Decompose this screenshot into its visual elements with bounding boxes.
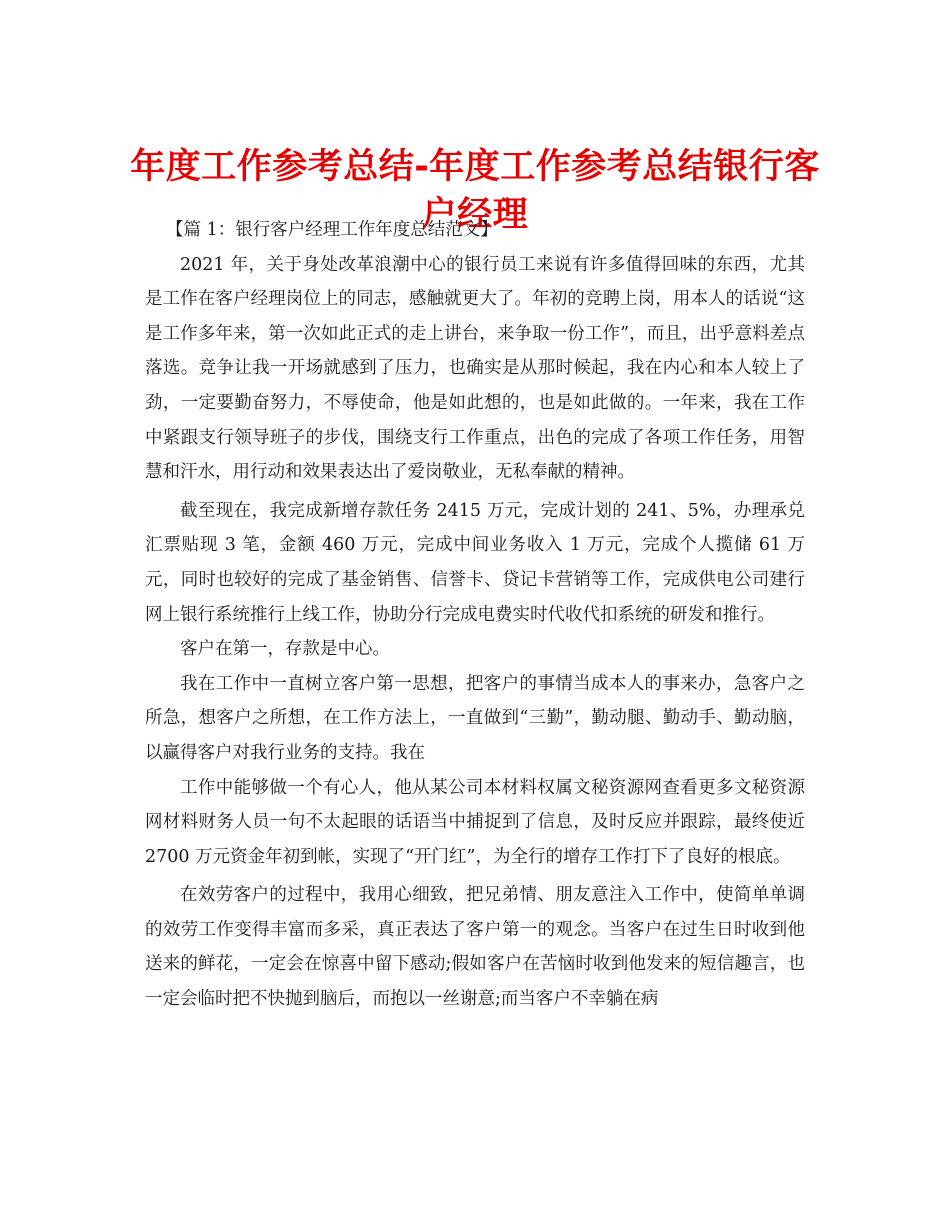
document-title: 年度工作参考总结-年度工作参考总结银行客户经理 <box>130 147 820 236</box>
paragraph-5: 工作中能够做一个有心人，他从某公司本材料权属文秘资源网查看更多文秘资源网材料财务人员一句不太起眼的话语当中捕捉到了信息，及时反应并跟踪，最终使近 2700 万元资金年初到帐，实现了“开门红”，为全行的增存工作打下了良好的根底。 <box>145 777 805 867</box>
paragraph-1: 2021 年，关于身处改革浪潮中心的银行员工来说有许多值得回味的东西，尤其是工作在客户经理岗位上的同志，感触就更大了。年初的竞聘上岗，用本人的话说“这是工作多年来，第一次如此正式的走上讲台，来争取一份工作”，而且，出乎意料差点落选。竞争让我一开场就感到了压力，也确实是从那时候起，我在内心和本人较上了劲，一定要勤奋努力，不辱使命，他是如此想的，也是如此做的。一年来，我在工作中紧跟支行领导班子的步伐，围绕支行工作重点，出色的完成了各项工作任务，用智慧和汗水，用行动和效果表达出了爱岗敬业，无私奉献的精神。 <box>145 254 805 483</box>
paragraph-4: 我在工作中一直树立客户第一思想，把客户的事情当成本人的事来办，急客户之所急，想客户之所想，在工作方法上，一直做到“三勤”，勤动腿、勤动手、勤动脑，以赢得客户对我行业务的支持。我在 <box>145 673 805 763</box>
section-heading: 【篇 1：银行客户经理工作年度总结范文】 <box>166 220 498 240</box>
paragraph-3: 客户在第一，存款是中心。 <box>180 639 390 660</box>
paragraph-6: 在效劳客户的过程中，我用心细致，把兄弟情、朋友意注入工作中，使简单单调的效劳工作变得丰富而多采，真正表达了客户第一的观念。当客户在过生日时收到他送来的鲜花，一定会在惊喜中留下感动;假如客户在苦恼时收到他发来的短信趣言，也一定会临时把不快抛到脑后，而抱以一丝谢意;而当客户不幸躺在病 <box>145 885 805 1010</box>
paragraph-2: 截至现在，我完成新增存款任务 2415 万元，完成计划的 241、5%，办理承兑汇票贴现 3 笔，金额 460 万元，完成中间业务收入 1 万元，完成个人揽储 61 万元，同时也较好的完成了基金销售、信誉卡、贷记卡营销等工作，完成供电公司建行网上银行系统推行上线工作，协助分行完成电费实时代收代扣系统的研发和推行。 <box>145 500 805 625</box>
document-body <box>145 213 805 1017</box>
